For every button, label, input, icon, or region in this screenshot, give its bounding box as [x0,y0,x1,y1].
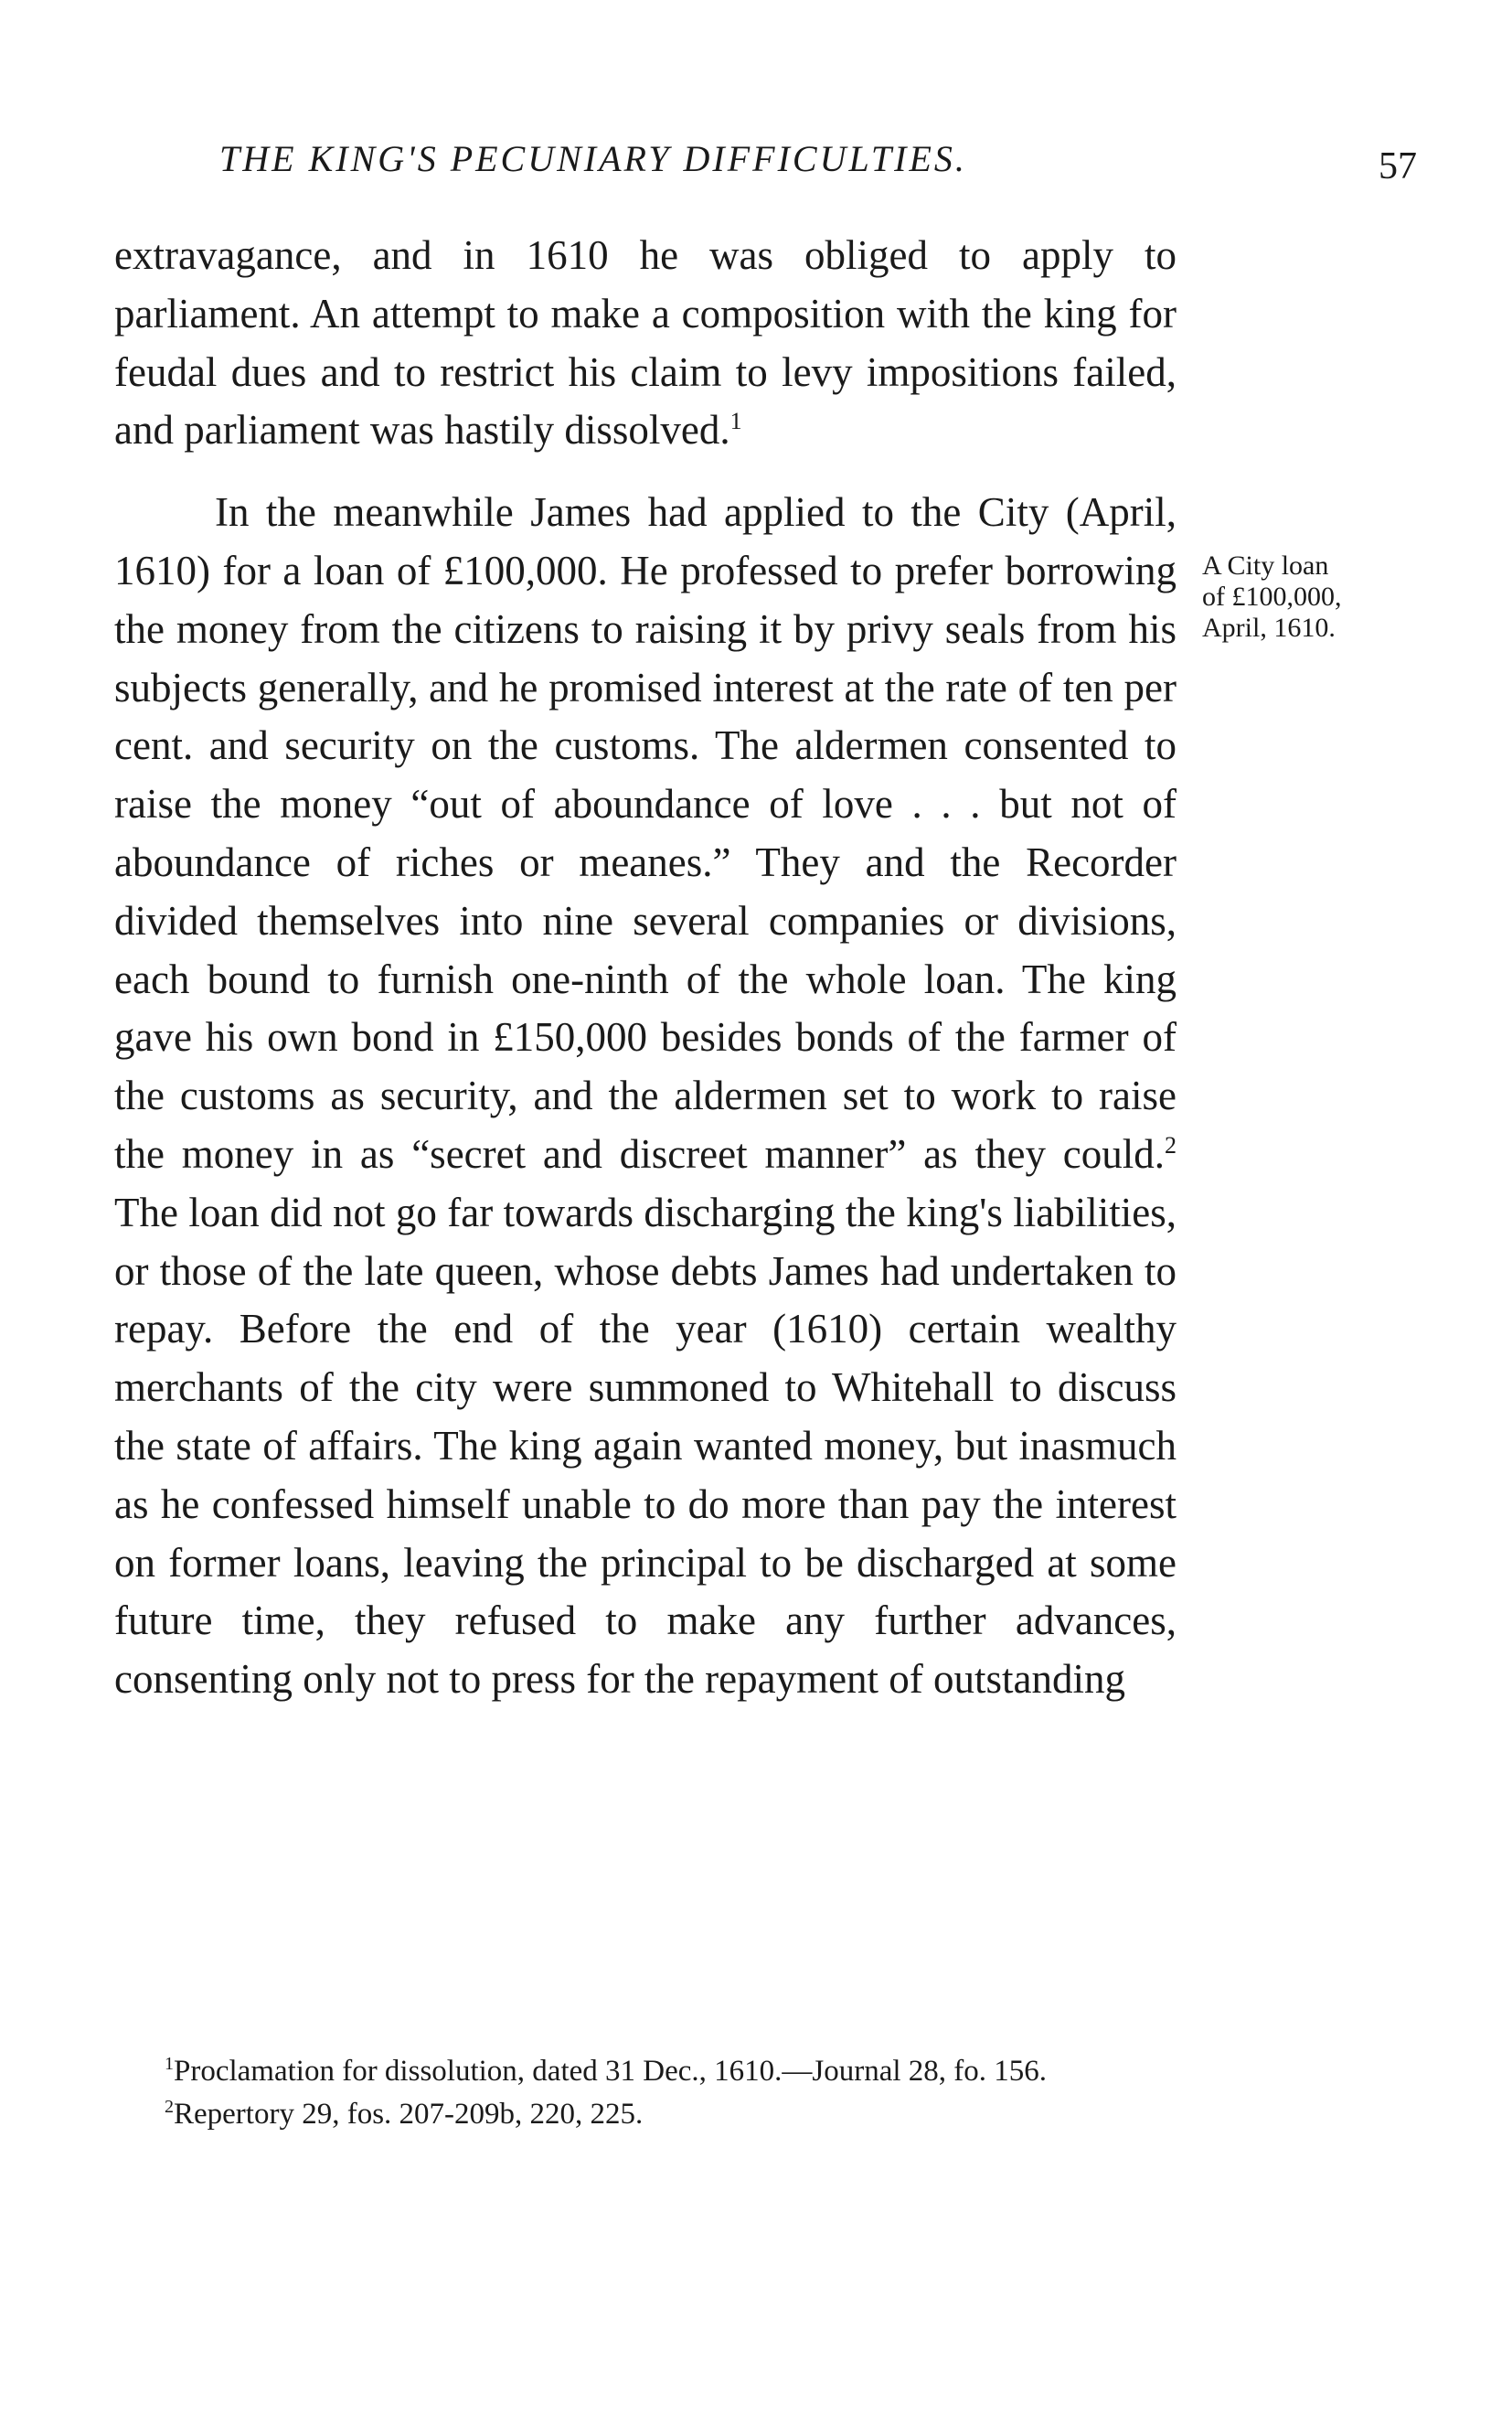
footnotes [114,2050,1177,2136]
running-title: THE KING'S PECUNIARY DIFFICULTIES. [219,138,967,179]
footnote-marker: 2 [165,2097,174,2117]
footnote-text: Proclamation for dissolution, dated 31 Dec., 1610.—Journal 28, fo. 156. [174,2055,1048,2088]
main-text [114,227,1177,1709]
paragraph-text: The loan did not go far towards discharging the king's liabilities, or those of the late queen, whose debts James had undertaken to repay. Before the end of the year (1610) certain wealthy merchants of the city were summoned to Whitehall to discuss the state of affairs. The king again wanted money, but inasmuch as he confessed himself unable to do more than pay the interest on former loans, leaving the principal to be discharged at some future time, they refused to make any further advances, consenting only not to press for the repayment of outstanding [114,1189,1177,1703]
page-number: 57 [1379,145,1417,187]
paragraph [114,484,1177,1709]
paragraph [114,227,1177,460]
paragraph-text: In the meanwhile James had applied to the City (April, 1610) for a loan of £100,000. He professed to prefer borrowing the money from the citizens to raising it by privy seals from his subjects generally, and he promised interest at the rate of ten per cent. and security on the customs. The aldermen consented to raise the money “out of aboundance of love . . . but not of aboundance of riches or meanes.” They and the Recorder divided themselves into nine several companies or divisions, each bound to furnish one-ninth of the whole loan. The king gave his own bond in £150,000 besides bonds of the farmer of the customs as security, and the aldermen set to work to raise the money in as “secret and discreet manner” as they could. [114,489,1177,1177]
footnote-ref: 2 [1165,1131,1177,1159]
page-header [114,137,1417,201]
margin-note-line: A City loan [1202,550,1329,581]
margin-note [1202,550,1421,644]
footnote-ref: 1 [729,408,742,435]
footnote-text: Repertory 29, fos. 207-209b, 220, 225. [174,2098,644,2131]
footnote-marker: 1 [165,2054,174,2074]
margin-note-line: of £100,000, [1202,582,1342,612]
footnote [114,2093,1177,2136]
paragraph-text: extravagance, and in 1610 he was obliged to apply to parliament. An attempt to make a composition with the king for feudal dues and to restrict his claim to levy impositions failed, and parliament was hastily dissolved. [114,232,1177,454]
footnote [114,2050,1177,2093]
margin-note-line: April, 1610. [1202,613,1336,643]
